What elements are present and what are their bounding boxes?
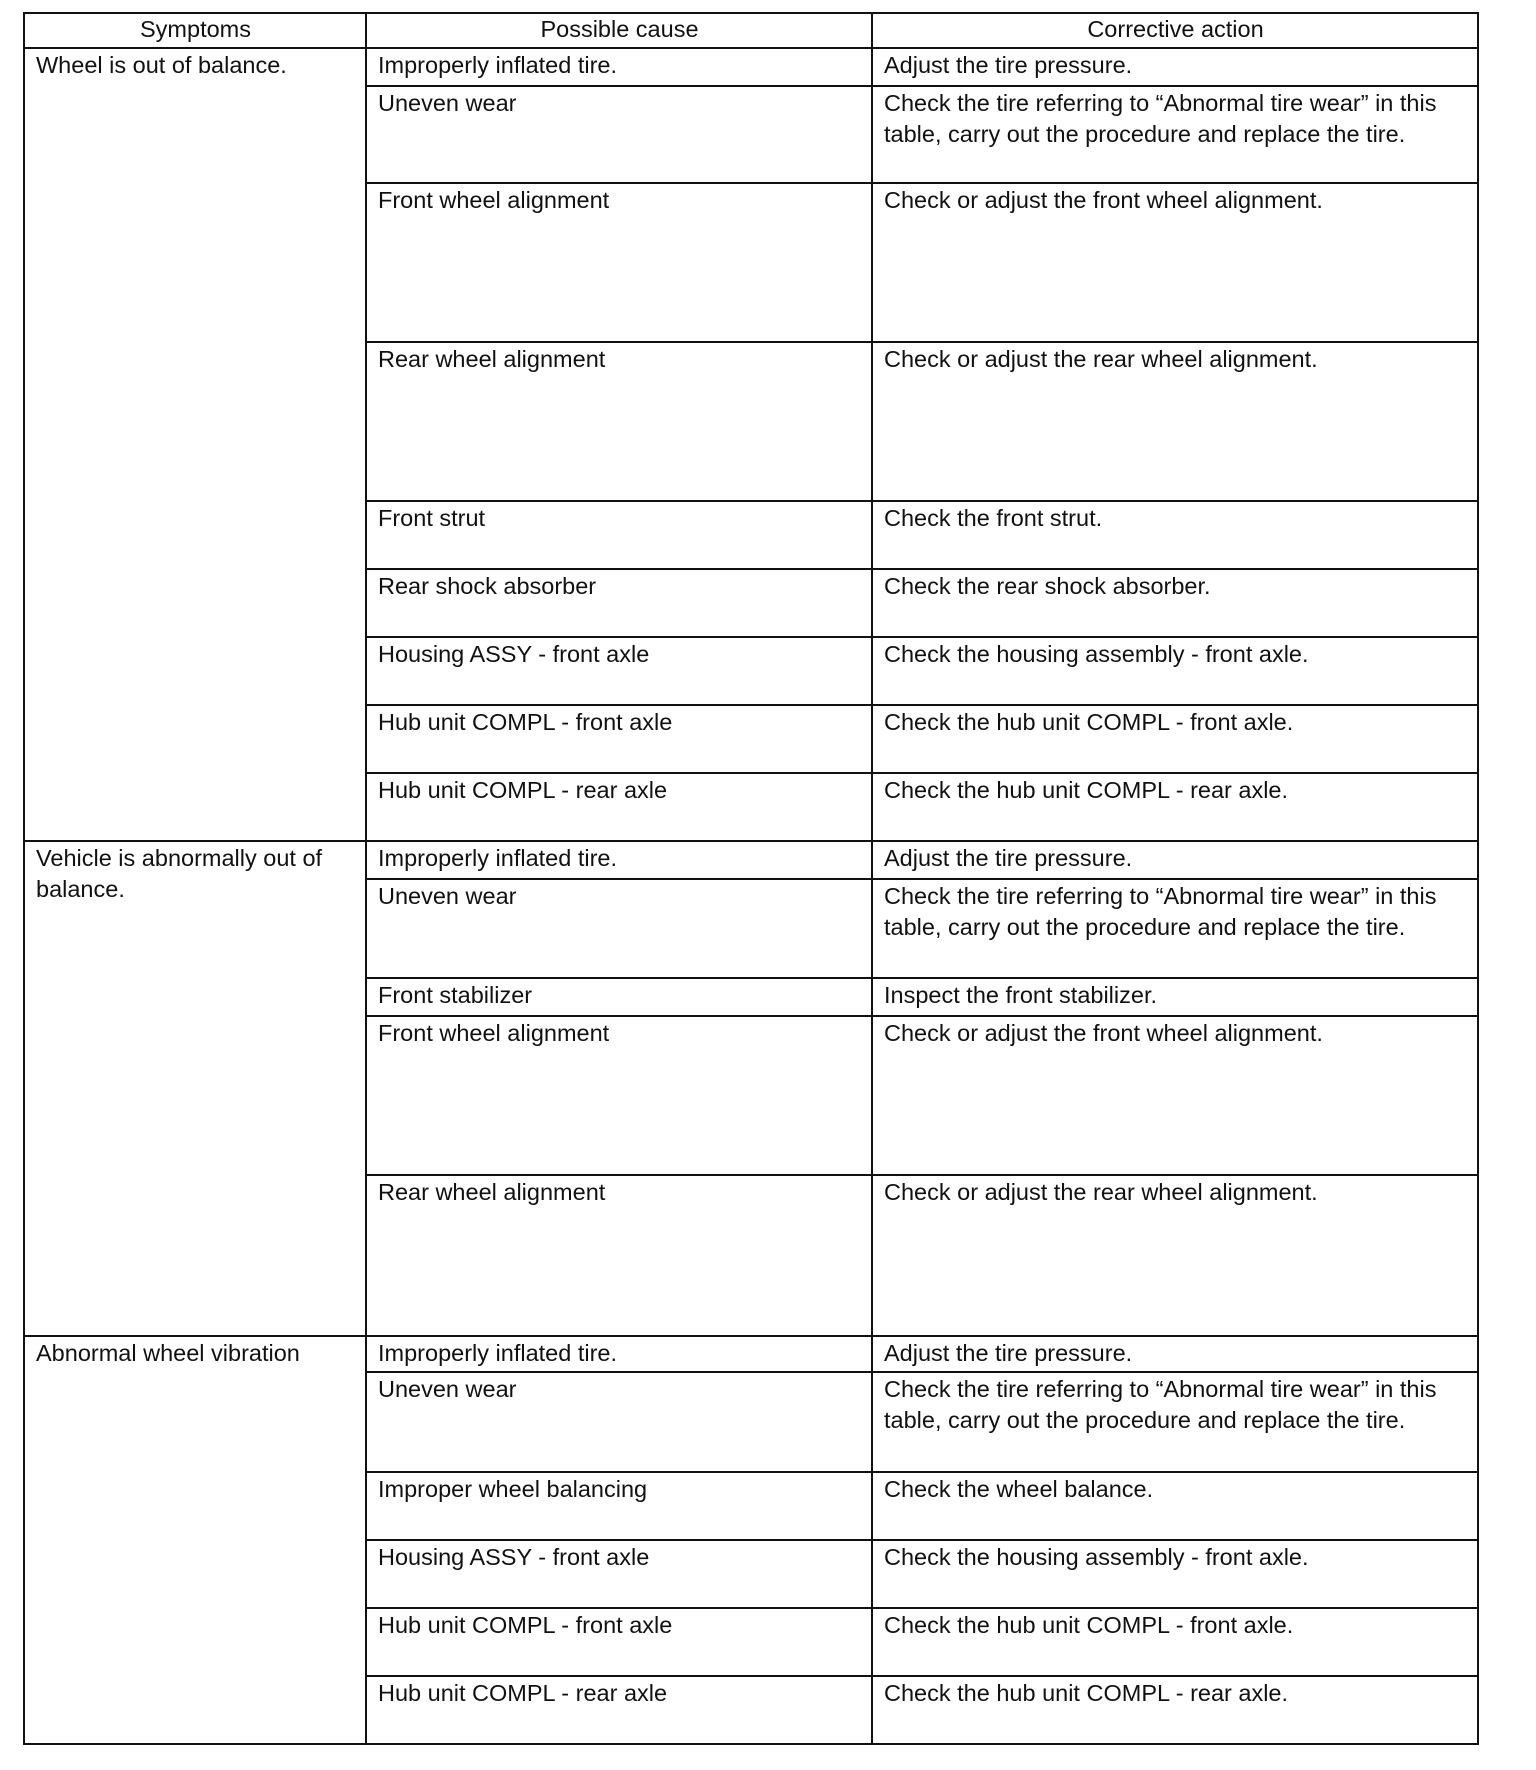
cause-cell: Hub unit COMPL - front axle [366, 705, 872, 773]
action-cell: Check the tire referring to “Abnormal tire wear” in this table, carry out the procedure and replace the tire. [872, 1372, 1478, 1472]
action-cell: Adjust the tire pressure. [872, 48, 1478, 86]
cause-cell: Improperly inflated tire. [366, 48, 872, 86]
action-cell: Check the housing assembly - front axle. [872, 637, 1478, 705]
action-cell: Check the tire referring to “Abnormal tire wear” in this table, carry out the procedure and replace the tire. [872, 86, 1478, 183]
action-cell: Check the hub unit COMPL - front axle. [872, 1608, 1478, 1676]
action-cell: Check or adjust the front wheel alignment. [872, 1016, 1478, 1175]
cause-cell: Uneven wear [366, 1372, 872, 1472]
action-cell: Check the hub unit COMPL - front axle. [872, 705, 1478, 773]
cause-cell: Front wheel alignment [366, 1016, 872, 1175]
cause-cell: Improperly inflated tire. [366, 841, 872, 879]
header-symptoms: Symptoms [24, 13, 366, 48]
cause-cell: Uneven wear [366, 879, 872, 978]
cause-cell: Front strut [366, 501, 872, 569]
action-cell: Adjust the tire pressure. [872, 1336, 1478, 1372]
action-cell: Check the rear shock absorber. [872, 569, 1478, 637]
cause-cell: Hub unit COMPL - front axle [366, 1608, 872, 1676]
cause-cell: Rear wheel alignment [366, 1175, 872, 1336]
action-cell: Check the front strut. [872, 501, 1478, 569]
cause-cell: Front wheel alignment [366, 183, 872, 342]
table-header-row [24, 13, 1478, 48]
action-cell: Check the wheel balance. [872, 1472, 1478, 1540]
symptom-cell: Vehicle is abnormally out of balance. [24, 841, 366, 1336]
symptom-cell: Abnormal wheel vibration [24, 1336, 366, 1744]
action-cell: Check the hub unit COMPL - rear axle. [872, 1676, 1478, 1744]
cause-cell: Hub unit COMPL - rear axle [366, 1676, 872, 1744]
cause-cell: Rear shock absorber [366, 569, 872, 637]
cause-cell: Improper wheel balancing [366, 1472, 872, 1540]
header-corrective-action: Corrective action [872, 13, 1478, 48]
cause-cell: Housing ASSY - front axle [366, 637, 872, 705]
action-cell: Check or adjust the rear wheel alignment. [872, 1175, 1478, 1336]
cause-cell: Rear wheel alignment [366, 342, 872, 501]
action-cell: Check or adjust the rear wheel alignment. [872, 342, 1478, 501]
cause-cell: Uneven wear [366, 86, 872, 183]
table-row [24, 1336, 1478, 1372]
troubleshooting-table [23, 12, 1479, 1745]
action-cell: Adjust the tire pressure. [872, 841, 1478, 879]
table-row [24, 841, 1478, 879]
symptom-cell: Wheel is out of balance. [24, 48, 366, 841]
action-cell: Check the hub unit COMPL - rear axle. [872, 773, 1478, 841]
cause-cell: Hub unit COMPL - rear axle [366, 773, 872, 841]
action-cell: Check or adjust the front wheel alignment. [872, 183, 1478, 342]
action-cell: Check the housing assembly - front axle. [872, 1540, 1478, 1608]
cause-cell: Improperly inflated tire. [366, 1336, 872, 1372]
action-cell: Check the tire referring to “Abnormal tire wear” in this table, carry out the procedure and replace the tire. [872, 879, 1478, 978]
header-possible-cause: Possible cause [366, 13, 872, 48]
cause-cell: Front stabilizer [366, 978, 872, 1016]
cause-cell: Housing ASSY - front axle [366, 1540, 872, 1608]
action-cell: Inspect the front stabilizer. [872, 978, 1478, 1016]
table-row [24, 48, 1478, 86]
